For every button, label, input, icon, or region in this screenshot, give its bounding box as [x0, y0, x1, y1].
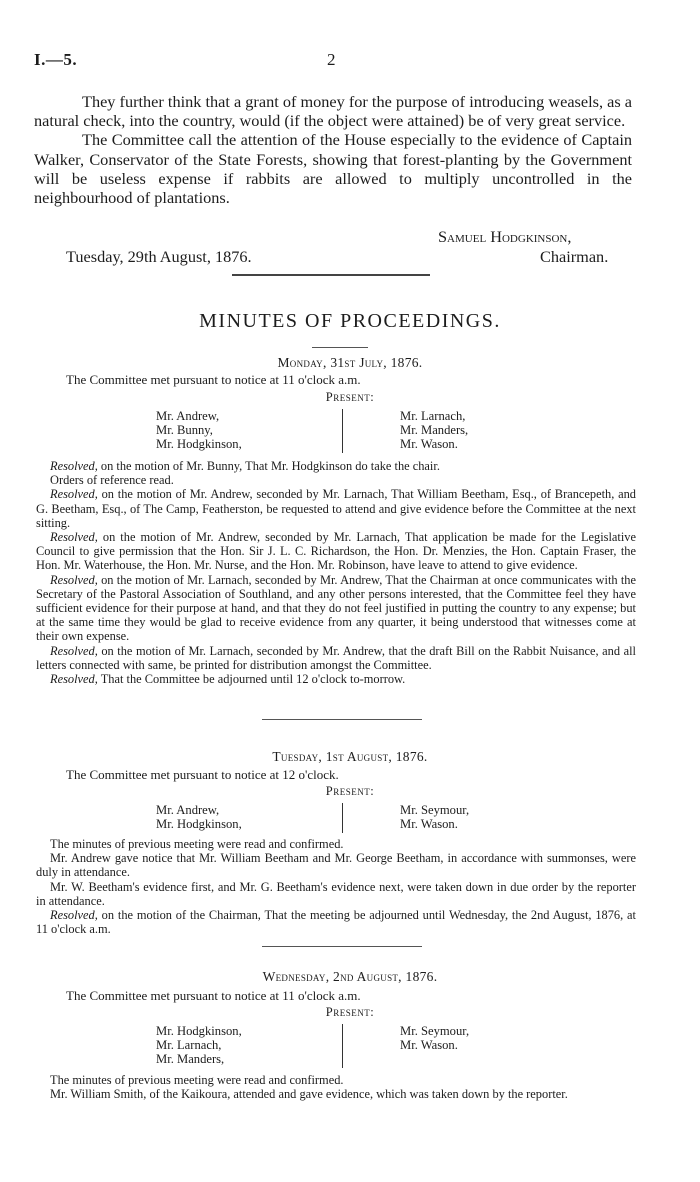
meeting-proceedings: [36, 1073, 636, 1101]
member-name: Mr. Manders,: [400, 423, 469, 438]
page-number: 2: [327, 50, 336, 69]
members-left-column: [156, 409, 242, 452]
column-divider: [342, 803, 343, 833]
meeting-date: Monday, 31st July, 1876.: [277, 355, 423, 370]
members-present: [156, 409, 496, 454]
signatory-role: Chairman.: [540, 247, 609, 266]
document-reference: I.—5.: [34, 50, 78, 69]
resolved-label: Resolved,: [50, 530, 98, 545]
page-title: MINUTES OF PROCEEDINGS.: [199, 310, 501, 332]
report-date: Tuesday, 29th August, 1876.: [66, 247, 252, 266]
members-present: [156, 803, 496, 834]
resolved-label: Resolved,: [50, 572, 98, 587]
meeting-proceedings: [36, 459, 640, 687]
paragraph: They further think that a grant of money for the purpose of introducing weasels, as a natural check, into the country, would (if the object were attained) be of very great service.: [34, 92, 637, 131]
proceeding-item: Resolved, on the motion of Mr. Larnach, seconded by Mr. Andrew, That the Chairman at once communicates with the Secretary of the Pastoral Association of Southland, and any other persons interested, that the Committee feel they have sufficient evidence for their purpose at hand, and that they do not feel justified in putting the country to any expense; but at the same time they would be glad to receive evidence from any quarter, it being understood that witnesses come at their own expense.: [36, 572, 640, 644]
member-name: Mr. Wason.: [400, 1038, 458, 1053]
member-name: Mr. Seymour,: [400, 1024, 470, 1038]
proceeding-item: Mr. William Smith, of the Kaikoura, attended and gave evidence, which was taken down by the reporter.: [50, 1087, 568, 1102]
column-divider: [342, 1024, 343, 1068]
meeting-opening: The Committee met pursuant to notice at 11 o'clock a.m.: [66, 372, 361, 387]
proceeding-item: The minutes of previous meeting were read and confirmed.: [50, 1073, 344, 1087]
member-name: Mr. Hodgkinson,: [156, 1024, 242, 1038]
resolved-label: Resolved,: [50, 487, 98, 502]
resolved-label: Resolved,: [50, 908, 98, 923]
meeting-opening: The Committee met pursuant to notice at 11 o'clock a.m.: [66, 988, 361, 1003]
meeting-date: Tuesday, 1st August, 1876.: [272, 749, 428, 764]
member-name: Mr. Larnach,: [400, 409, 466, 423]
proceeding-item: Resolved, on the motion of the Chairman, That the meeting be adjourned until Wednesday, the 2nd August, 1876, at 11 o'clock a.m.: [36, 908, 640, 937]
meeting-proceedings: [36, 837, 640, 937]
meeting-date: Wednesday, 2nd August, 1876.: [262, 969, 438, 984]
paragraph: The Committee call the attention of the House especially to the evidence of Captain Walker, Conservator of the State Forests, showing that forest-planting by the Government will be useless expense if rabbits are allowed to multiply uncontrolled in the neighbourhood of plantations.: [34, 130, 637, 208]
proceeding-item: Resolved, That the Committee be adjourned until 12 o'clock to-morrow.: [50, 672, 406, 687]
member-name: Mr. Wason.: [400, 817, 458, 832]
proceeding-item: Orders of reference read.: [50, 473, 174, 488]
report-closing-text: [34, 92, 637, 208]
members-left-column: [156, 803, 242, 831]
meeting-divider: [262, 946, 422, 947]
proceeding-item: Resolved, on the motion of Mr. Bunny, That Mr. Hodgkinson do take the chair.: [50, 459, 440, 473]
member-name: Mr. Seymour,: [400, 803, 470, 817]
member-name: Mr. Andrew,: [156, 803, 220, 817]
members-right-column: [400, 1024, 469, 1052]
member-name: Mr. Manders,: [156, 1052, 225, 1067]
proceeding-item: Resolved, on the motion of Mr. Larnach, seconded by Mr. Andrew, that the draft Bill on the Rabbit Nuisance, and all letters connected with same, be printed for distribution amongst the Committee.: [36, 643, 640, 672]
column-divider: [342, 409, 343, 453]
proceeding-item: Resolved, on the motion of Mr. Andrew, seconded by Mr. Larnach, That William Beetham, Esq., of Brancepeth, and G. Beetham, Esq., of The Camp, Featherston, be requested to attend and give evidence before the Committee at the next sitting.: [36, 487, 640, 530]
meeting-divider: [262, 719, 422, 720]
resolved-label: Resolved,: [50, 643, 98, 658]
member-name: Mr. Andrew,: [156, 409, 220, 423]
meeting-opening: The Committee met pursuant to notice at 12 o'clock.: [66, 767, 339, 782]
proceeding-item: Resolved, on the motion of Mr. Andrew, seconded by Mr. Larnach, That application be made for the Legislative Council to give permission that the Hon. Sir J. L. C. Richardson, the Hon. Dr. Menzies, the Hon. Captain Fraser, the Hon. Mr. Waterhouse, the Hon. Mr. Nurse, and the Hon. Mr. Robinson, have leave to attend to give evidence.: [36, 530, 640, 573]
members-right-column: [400, 803, 469, 831]
member-name: Mr. Wason.: [400, 437, 458, 452]
member-name: Mr. Bunny,: [156, 423, 213, 438]
member-name: Mr. Larnach,: [156, 1038, 222, 1053]
section-divider: [232, 274, 430, 276]
proceeding-item: Mr. W. Beetham's evidence first, and Mr. G. Beetham's evidence next, were taken down in due order by the reporter in attendance.: [36, 879, 640, 908]
proceeding-item: Mr. Andrew gave notice that Mr. William Beetham and Mr. George Beetham, in accordance with summonses, were duly in attendance.: [36, 851, 640, 880]
proceeding-item: The minutes of previous meeting were read and confirmed.: [50, 837, 344, 851]
present-label: Present:: [325, 784, 375, 798]
resolved-label: Resolved,: [50, 672, 98, 687]
members-present: [156, 1024, 496, 1069]
signatory-name: Samuel Hodgkinson,: [438, 227, 572, 246]
present-label: Present:: [325, 1005, 375, 1019]
present-label: Present:: [325, 390, 375, 404]
resolved-label: Resolved,: [50, 459, 98, 473]
members-right-column: [400, 409, 468, 452]
members-left-column: [156, 1024, 242, 1067]
title-underline: [312, 347, 368, 348]
member-name: Mr. Hodgkinson,: [156, 437, 242, 452]
member-name: Mr. Hodgkinson,: [156, 817, 242, 832]
